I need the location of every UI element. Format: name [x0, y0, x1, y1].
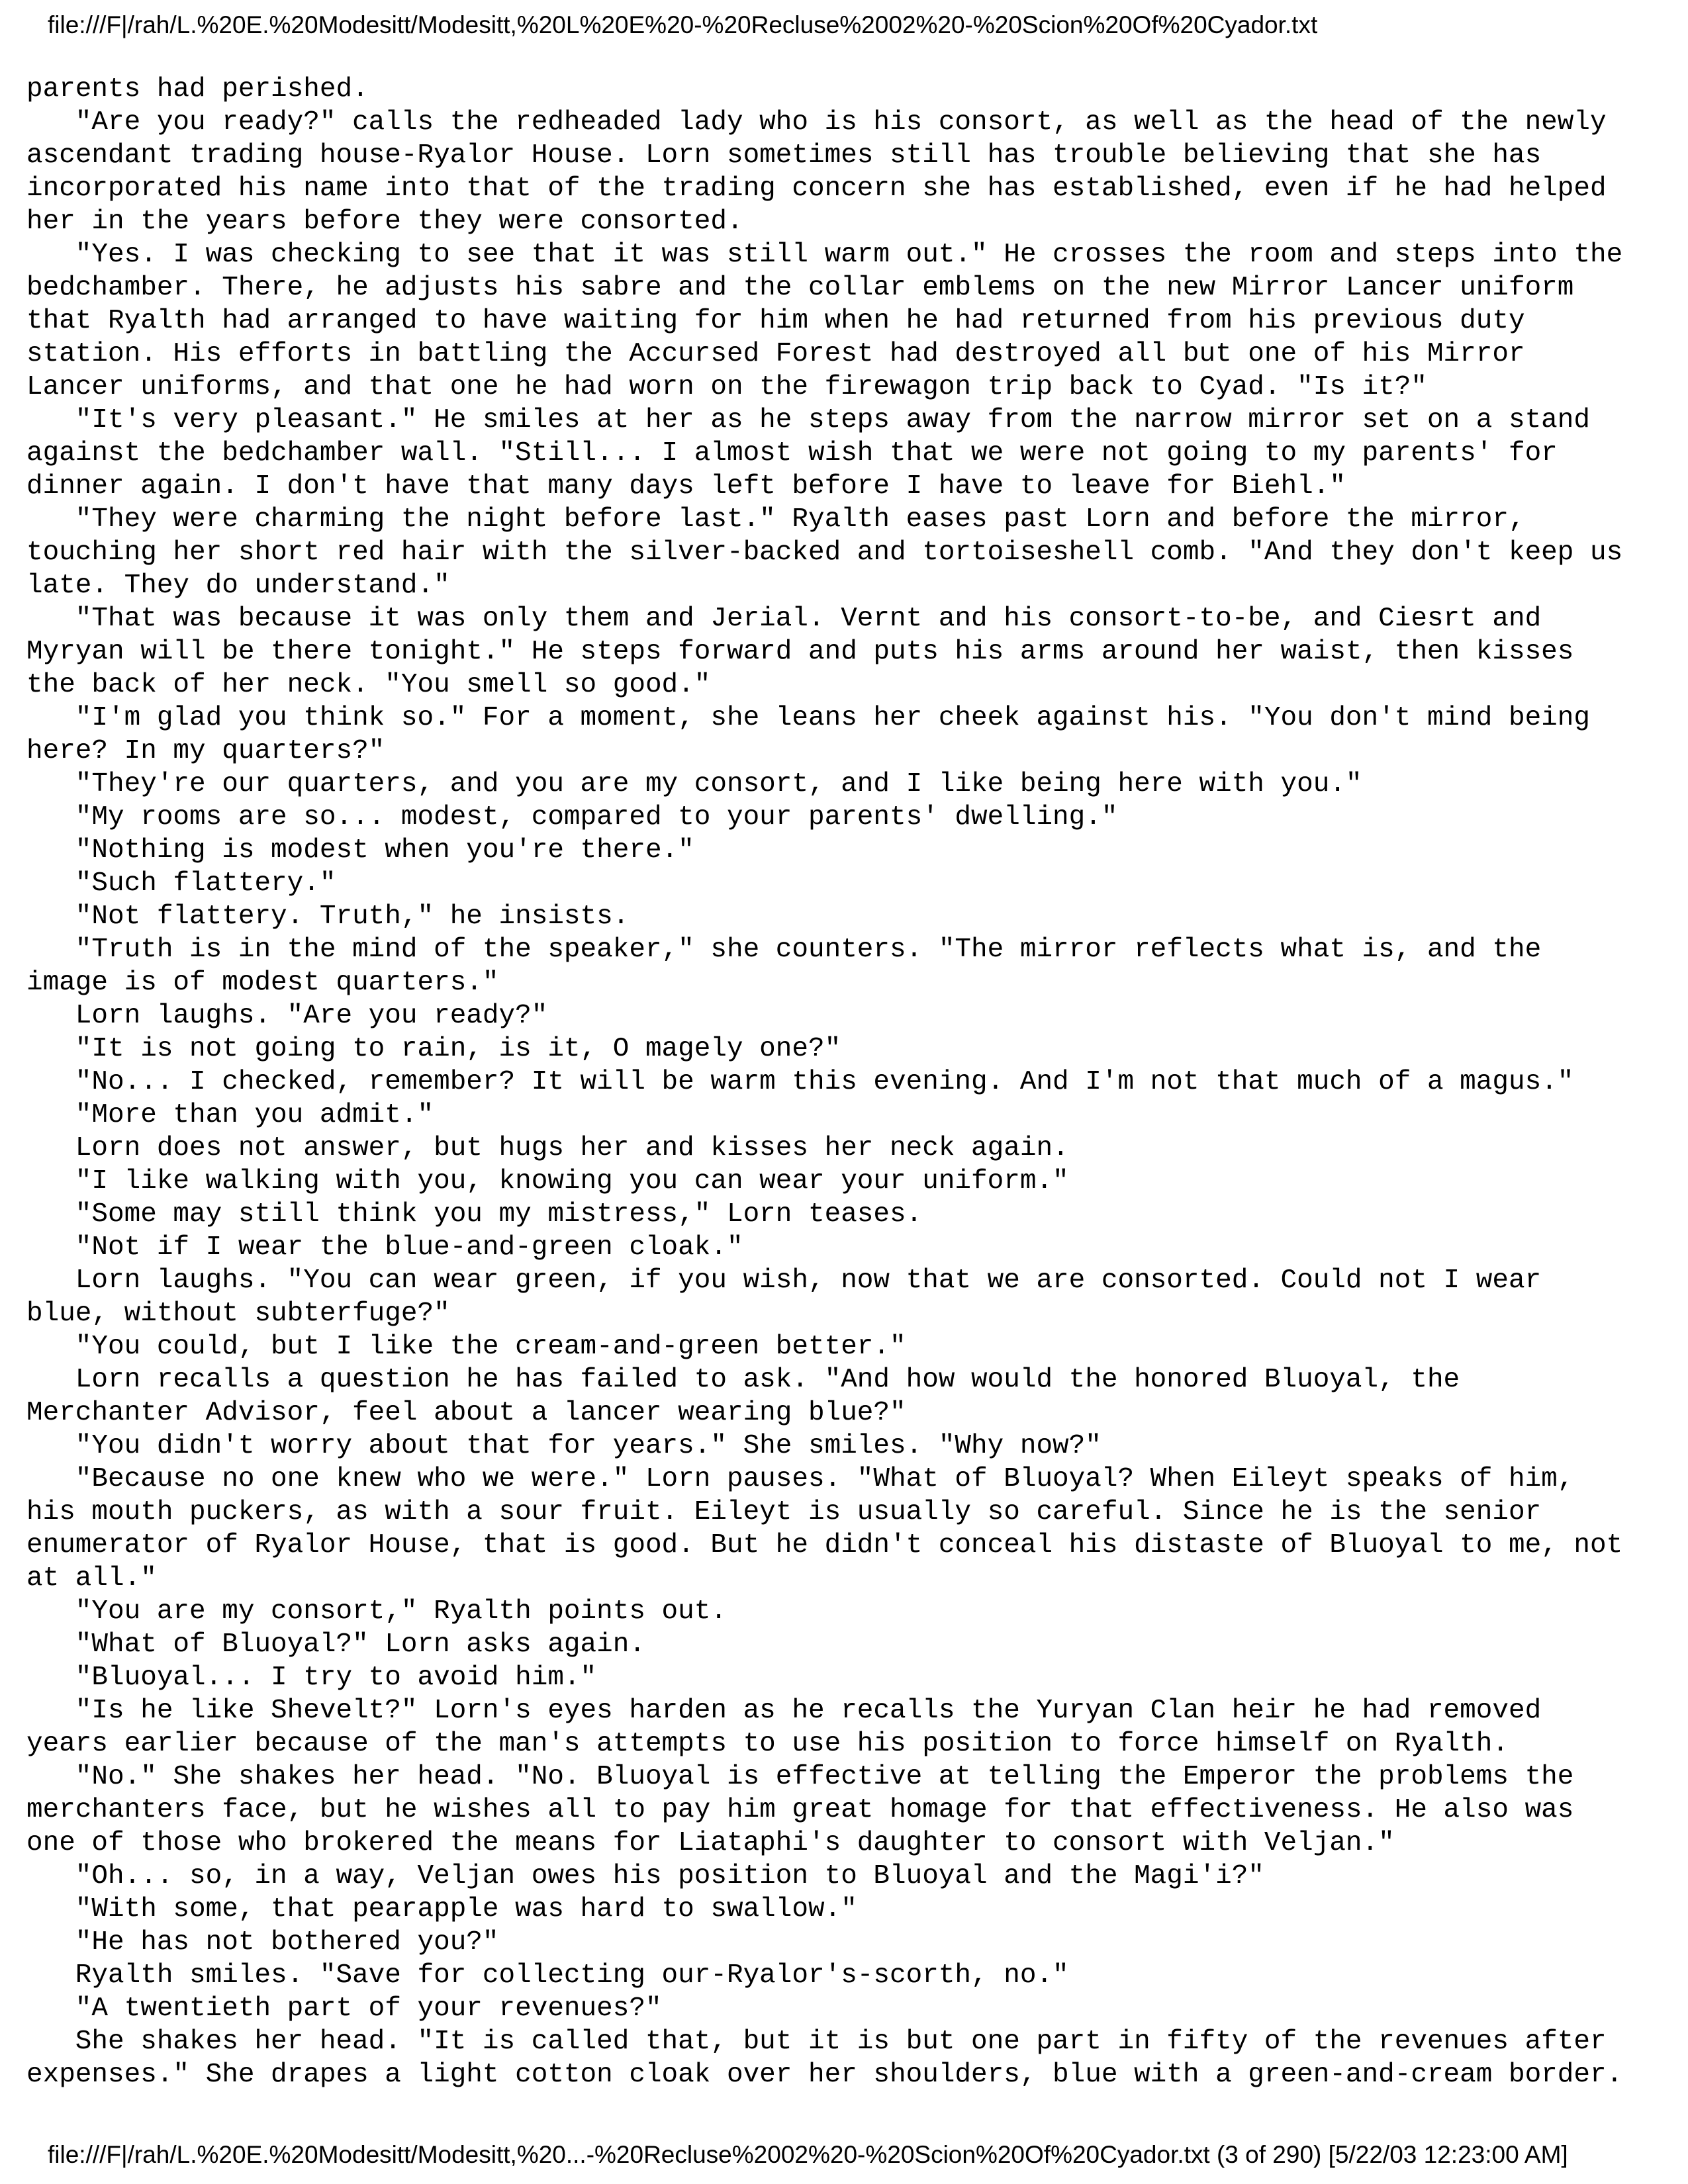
text-line: here? In my quarters?" [26, 736, 385, 766]
text-line: ascendant trading house-Ryalor House. Lorn sometimes still has trouble believing that she has [26, 140, 1542, 171]
text-line: "No... I checked, remember? It will be warm this evening. And I'm not that much of a magus." [26, 1067, 1574, 1097]
text-line: "I'm glad you think so." For a moment, she leans her cheek against his. "You don't mind being [26, 703, 1590, 733]
text-line: merchanters face, but he wishes all to pay him great homage for that effectiveness. He also was [26, 1795, 1574, 1825]
page-header-path: file:///F|/rah/L.%20E.%20Modesitt/Modesitt,%20L%20E%20-%20Recluse%2002%20-%20Scion%20Of%20Cyador.txt [48, 11, 1318, 38]
text-line: "That was because it was only them and Jerial. Vernt and his consort-to-be, and Ciesrt and [26, 604, 1542, 634]
text-line: "It is not going to rain, is it, O magely one?" [26, 1034, 841, 1064]
text-line: image is of modest quarters." [26, 968, 499, 998]
text-line: the back of her neck. "You smell so good." [26, 670, 711, 700]
text-line: "Are you ready?" calls the redheaded lady who is his consort, as well as the head of the newly [26, 107, 1607, 138]
text-line: "They were charming the night before last." Ryalth eases past Lorn and before the mirror, [26, 504, 1525, 535]
text-line: "Bluoyal... I try to avoid him." [26, 1662, 597, 1693]
text-line: that Ryalth had arranged to have waiting for him when he had returned from his previous duty [26, 306, 1525, 336]
text-line: "Yes. I was checking to see that it was still warm out." He crosses the room and steps into the [26, 240, 1623, 270]
text-line: "Truth is in the mind of the speaker," she counters. "The mirror reflects what is, and the [26, 934, 1542, 965]
page-footer-path: file:///F|/rah/L.%20E.%20Modesitt/Modesitt,%20...-%20Recluse%2002%20-%20Scion%20Of%20Cyador.txt (3 of 290) [5/22/03 12:23:00 AM] [48, 2141, 1568, 2168]
text-line: expenses." She drapes a light cotton cloak over her shoulders, blue with a green-and-cream border. [26, 2060, 1623, 2090]
text-line: "Not flattery. Truth," he insists. [26, 901, 630, 932]
text-line: one of those who brokered the means for Liataphi's daughter to consort with Veljan." [26, 1828, 1395, 1858]
text-line: "You are my consort," Ryalth points out. [26, 1596, 727, 1627]
text-line: Lorn does not answer, but hugs her and kisses her neck again. [26, 1133, 1069, 1163]
text-line: "More than you admit." [26, 1100, 434, 1130]
text-line: "What of Bluoyal?" Lorn asks again. [26, 1629, 645, 1660]
text-line: Lorn recalls a question he has failed to ask. "And how would the honored Bluoyal, the [26, 1365, 1460, 1395]
text-line: She shakes her head. "It is called that, but it is but one part in fifty of the revenues after [26, 2026, 1607, 2057]
text-line: station. His efforts in battling the Accursed Forest had destroyed all but one of his Mirror [26, 339, 1525, 369]
text-line: Lorn laughs. "You can wear green, if you wish, now that we are consorted. Could not I wear [26, 1265, 1542, 1296]
text-line: "No." She shakes her head. "No. Bluoyal is effective at telling the Emperor the problems the [26, 1762, 1574, 1792]
text-line: "Some may still think you my mistress," Lorn teases. [26, 1199, 923, 1230]
text-line: Lorn laughs. "Are you ready?" [26, 1001, 548, 1031]
text-line: his mouth puckers, as with a sour fruit. Eileyt is usually so careful. Since he is the senior [26, 1497, 1542, 1527]
text-line: "With some, that pearapple was hard to swallow." [26, 1894, 857, 1925]
text-line: late. They do understand." [26, 570, 450, 601]
text-line: "He has not bothered you?" [26, 1927, 499, 1958]
text-line: "Is he like Shevelt?" Lorn's eyes harden as he recalls the Yuryan Clan heir he had removed [26, 1696, 1542, 1726]
text-line: her in the years before they were consorted. [26, 206, 743, 237]
text-line: parents had perished. [26, 74, 369, 105]
text-line: incorporated his name into that of the trading concern she has established, even if he had helped [26, 173, 1607, 204]
text-line: Lancer uniforms, and that one he had worn on the firewagon trip back to Cyad. "Is it?" [26, 372, 1427, 402]
text-line: bedchamber. There, he adjusts his sabre and the collar emblems on the new Mirror Lancer uniform [26, 273, 1574, 303]
document-body [26, 73, 1668, 2091]
text-line: "It's very pleasant." He smiles at her as he steps away from the narrow mirror set on a stand [26, 405, 1590, 435]
text-line: "Not if I wear the blue-and-green cloak." [26, 1232, 743, 1263]
text-line: Myryan will be there tonight." He steps forward and puts his arms around her waist, then kisses [26, 637, 1574, 667]
text-line: "A twentieth part of your revenues?" [26, 1993, 662, 2024]
text-line: "My rooms are so... modest, compared to your parents' dwelling." [26, 802, 1118, 833]
text-line: touching her short red hair with the silver-backed and tortoiseshell comb. "And they don't keep us [26, 537, 1623, 568]
text-line: "I like walking with you, knowing you can wear your uniform." [26, 1166, 1069, 1197]
text-line: dinner again. I don't have that many days left before I have to leave for Biehl." [26, 471, 1346, 502]
text-line: "You didn't worry about that for years." She smiles. "Why now?" [26, 1431, 1102, 1461]
text-line: Ryalth smiles. "Save for collecting our-Ryalor's-scorth, no." [26, 1960, 1069, 1991]
text-line: Merchanter Advisor, feel about a lancer wearing blue?" [26, 1398, 906, 1428]
text-line: enumerator of Ryalor House, that is good. But he didn't conceal his distaste of Bluoyal to me, not [26, 1530, 1623, 1561]
text-line: against the bedchamber wall. "Still... I almost wish that we were not going to my parents' for [26, 438, 1558, 469]
text-line: "Nothing is modest when you're there." [26, 835, 694, 866]
text-line: "They're our quarters, and you are my consort, and I like being here with you." [26, 769, 1362, 799]
text-line: blue, without subterfuge?" [26, 1298, 450, 1329]
text-line: "Because no one knew who we were." Lorn pauses. "What of Bluoyal? When Eileyt speaks of him, [26, 1464, 1574, 1494]
text-line: at all." [26, 1563, 157, 1594]
text-line: years earlier because of the man's attempts to use his position to force himself on Ryalth. [26, 1729, 1509, 1759]
text-line: "Such flattery." [26, 868, 336, 899]
text-line: "You could, but I like the cream-and-green better." [26, 1332, 906, 1362]
text-line: "Oh... so, in a way, Veljan owes his position to Bluoyal and the Magi'i?" [26, 1861, 1264, 1891]
